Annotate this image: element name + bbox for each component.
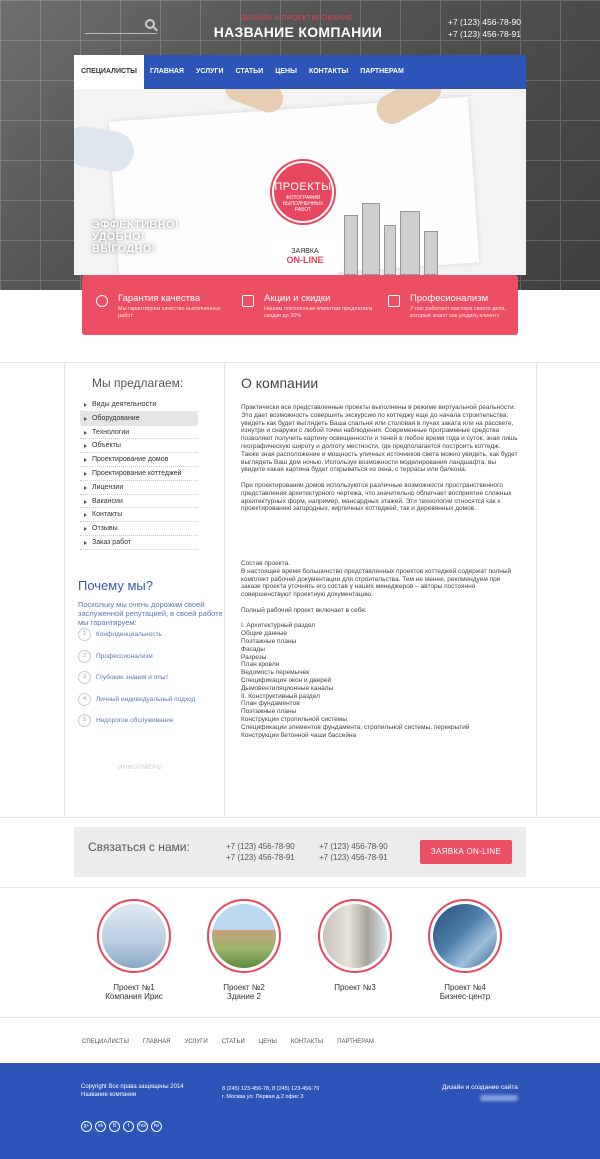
footer-nav-services[interactable]: УСЛУГИ bbox=[184, 1039, 208, 1045]
company-name: Название компании bbox=[81, 1092, 137, 1098]
why-title: Почему мы? bbox=[78, 578, 153, 593]
divider bbox=[0, 1017, 600, 1018]
project-thumbnail[interactable] bbox=[428, 899, 502, 973]
footer-nav-prices[interactable]: ЦЕНЫ bbox=[258, 1039, 277, 1045]
project-image bbox=[102, 904, 166, 968]
why-item bbox=[78, 693, 195, 715]
nav-item-articles[interactable]: СТАТЬИ bbox=[235, 68, 264, 75]
contact-title: Связаться с нами: bbox=[88, 840, 190, 854]
composition-line: Дымовентиляционные каналы bbox=[241, 684, 334, 692]
composition-line: Спецификация окон и дверей bbox=[241, 676, 332, 684]
footer-phones: 8 (245) 123-456-78, 8 (245) 123-456-79 bbox=[222, 1086, 320, 1092]
feature-desc: Мы гарантируем качество выполненных работ bbox=[118, 306, 221, 319]
project-thumbnail[interactable] bbox=[318, 899, 392, 973]
feature-title: Професионализм bbox=[410, 293, 489, 304]
main-nav bbox=[74, 55, 526, 89]
sidebar-item-activities[interactable]: Виды деятельности bbox=[80, 398, 198, 412]
nav-item-home[interactable]: ГЛАВНАЯ bbox=[150, 68, 184, 75]
project-card[interactable] bbox=[97, 899, 171, 1001]
composition-line: Общие данные bbox=[241, 630, 288, 638]
online-request-tab-label: ON-LINE bbox=[286, 255, 324, 265]
why-item bbox=[78, 650, 195, 672]
project-card[interactable] bbox=[318, 899, 392, 992]
search-icon[interactable] bbox=[145, 19, 155, 29]
project-card[interactable] bbox=[428, 899, 502, 1001]
sidebar-item-vacancies[interactable]: Вакансии bbox=[80, 495, 198, 509]
sidebar-item-equipment[interactable]: Оборудование bbox=[80, 412, 198, 426]
project-subtitle: Здание 2 bbox=[227, 992, 261, 1001]
divider bbox=[0, 362, 600, 363]
project-card[interactable] bbox=[207, 899, 281, 1001]
footer-nav-home[interactable]: ГЛАВНАЯ bbox=[142, 1039, 171, 1045]
developer-logo[interactable] bbox=[480, 1095, 518, 1101]
project-thumbnail[interactable] bbox=[207, 899, 281, 973]
header-phones bbox=[448, 16, 521, 40]
google-plus-icon[interactable]: g+ bbox=[81, 1121, 92, 1132]
contact-phone: +7 (123) 456-78-91 bbox=[226, 853, 295, 862]
footer-nav-partners[interactable]: ПАРТНЕРАМ bbox=[337, 1039, 374, 1045]
composition-line: Поэтажные планы bbox=[241, 637, 297, 645]
slogan-line: ВЫГОДНО! bbox=[92, 243, 156, 255]
why-number: 1 bbox=[78, 628, 91, 641]
project-image bbox=[212, 904, 276, 968]
feature-title: Гарантия качества bbox=[118, 293, 201, 304]
projects-badge-subtitle: ФОТОГРАФИИ ВЫПОЛНЕННЫХ РАБОТ bbox=[282, 195, 324, 213]
copyright-text: Copyright Все права защищены 2014 bbox=[81, 1084, 184, 1090]
why-item-label: Недорогое обслуживание bbox=[96, 717, 174, 724]
why-item bbox=[78, 714, 195, 736]
online-request-button[interactable]: ЗАЯВКА ON-LINE bbox=[420, 840, 512, 864]
why-item-label: Личный индивидуальный подход bbox=[96, 695, 196, 703]
online-request-tab-label: ЗАЯВКА bbox=[291, 248, 319, 255]
footer-contacts bbox=[222, 1085, 319, 1101]
composition-line: План кровли bbox=[241, 661, 280, 669]
project-thumbnail[interactable] bbox=[97, 899, 171, 973]
sidebar-item-contacts[interactable]: Контакты bbox=[80, 508, 198, 522]
brand-subtitle: ДИЗАЙН И ПРОЕКТИРОВАНИЕ bbox=[241, 15, 353, 22]
why-number: 3 bbox=[78, 671, 91, 684]
footer-nav bbox=[82, 1039, 388, 1045]
composition-line: Состав проекта. bbox=[241, 560, 290, 567]
twitter-icon[interactable]: tw bbox=[151, 1121, 162, 1132]
header-phone: +7 (123) 456-78-90 bbox=[448, 17, 522, 27]
divider bbox=[224, 362, 225, 817]
composition-line: Полный рабочий проект включает в себя: bbox=[241, 606, 367, 614]
nav-item-prices[interactable]: ЦЕНЫ bbox=[275, 68, 297, 75]
contact-band bbox=[74, 827, 526, 877]
composition-line: Разрезы bbox=[241, 653, 267, 661]
slogan-line: ЭФФЕКТИВНО! bbox=[92, 219, 179, 231]
why-list bbox=[78, 628, 195, 736]
facebook-icon[interactable]: f bbox=[123, 1121, 134, 1132]
search-input[interactable] bbox=[85, 20, 157, 34]
contact-phone: +7 (123) 456-78-90 bbox=[319, 842, 388, 851]
gift-icon bbox=[242, 295, 254, 307]
project-subtitle: Компания Ирис bbox=[105, 992, 163, 1001]
nav-item-partners[interactable]: ПАРТНЕРАМ bbox=[360, 68, 404, 75]
composition-line: Ведомость перемычек bbox=[241, 669, 310, 677]
why-item bbox=[78, 628, 195, 650]
footer-copyright bbox=[81, 1083, 184, 1099]
why-number: 4 bbox=[78, 693, 91, 706]
thumbs-up-icon bbox=[388, 295, 400, 307]
social-links bbox=[81, 1121, 165, 1132]
composition-line: Спецификации элементов фундамента, стропильной системы, перекрытий bbox=[241, 723, 470, 731]
footer-nav-specialists[interactable]: СПЕЦИАЛИСТЫ bbox=[82, 1039, 129, 1045]
about-paragraph: Практически все представленные проекты выполнены в режиме виртуальной реальности. Это дает возможность совершить экскурсию по коттеджу еще до начала строительства; увидеть как будет выглядеть Ваша спальня или столовая в лучах заката или на рассвете, изнутри и снаружи с любой точки наблюдения. Современные программные средства позволяют получить картину освещенности и теней в любое время года и суток, зная лишь географическую широту и долготу местности, где предполагается построить коттедж. Также зная расположение и мощность уличных источников света можно увидеть, как будет выглядеть Ваш дом ночью. Используя возможности моделирования ландшафта, вы увидите какая картина будет открываться из окна, с террасы или балкона. bbox=[241, 404, 518, 474]
footer-address: г. Москва ул. Первая д.2 офис 3 bbox=[222, 1094, 304, 1100]
feature-sales bbox=[228, 275, 374, 335]
slogan-line: УДОБНО! bbox=[92, 231, 145, 243]
projects-badge[interactable] bbox=[272, 161, 334, 223]
composition-line: В настоящее время большинство представленных проектов коттеджей содержат полный комплект рабочей документации для строительства. Тем не менее, рекомендуем при заказе проекта уточнять его состав у наших менеджеров – авторы постоянно совершенствуют проектную документацию. bbox=[241, 567, 512, 599]
blogger-icon[interactable]: B bbox=[109, 1121, 120, 1132]
sidebar-item-technologies[interactable]: Технологии bbox=[80, 426, 198, 440]
footer-nav-articles[interactable]: СТАТЬИ bbox=[221, 1039, 245, 1045]
rss-icon[interactable]: rss bbox=[137, 1121, 148, 1132]
sidebar-item-licenses[interactable]: Лицензии bbox=[80, 481, 198, 495]
footer bbox=[0, 1063, 600, 1159]
composition-line bbox=[241, 599, 520, 607]
why-item-label: Глубокие знания и опыт bbox=[96, 674, 169, 681]
sidebar-title: Мы предлагаем: bbox=[92, 376, 184, 390]
feature-quality bbox=[82, 275, 228, 335]
award-icon bbox=[96, 295, 108, 307]
why-item-label: Профессионализм bbox=[96, 652, 153, 660]
composition-line: II. Конструктивный раздел bbox=[241, 692, 320, 700]
contact-phone: +7 (123) 456-78-91 bbox=[319, 853, 388, 862]
about-title: О компании bbox=[241, 375, 319, 391]
brand-title[interactable]: НАЗВАНИЕ КОМПАНИИ bbox=[213, 24, 383, 40]
nav-item-contacts[interactable]: КОНТАКТЫ bbox=[308, 68, 349, 75]
hero-slogan bbox=[92, 219, 179, 255]
composition-line: Поэтажные планы bbox=[241, 708, 297, 716]
sidebar-menu bbox=[80, 398, 198, 550]
why-desc: Поскольку мы очень дорожим своей заслуженной репутацией, в своей работе мы гарантируем: bbox=[78, 600, 223, 627]
header-phone: +7 (123) 456-78-91 bbox=[448, 29, 522, 39]
project-title: Проект №1 bbox=[113, 983, 155, 992]
why-number: 5 bbox=[78, 714, 91, 727]
sidebar-item-order[interactable]: Заказ работ bbox=[80, 536, 198, 550]
about-paragraph: При проектировании домов используются различные возможности пространственного представления архитектурного чертежа, что значительно облегчает восприятие сложных архитектурных форм, например, мансардных этажей. Эти технологии относятся как к проектированию загородных, кирпичных коттеджей, так и деревянных домов. bbox=[241, 481, 512, 513]
why-number: 2 bbox=[78, 650, 91, 663]
sidebar-item-cottage-design[interactable]: Проектирование коттеджей bbox=[80, 467, 198, 481]
nav-item-specialists[interactable]: СПЕЦИАЛИСТЫ bbox=[74, 55, 144, 89]
sidebar-item-reviews[interactable]: Отзывы bbox=[80, 522, 198, 536]
footer-nav-contacts[interactable]: КОНТАКТЫ bbox=[290, 1039, 324, 1045]
project-image bbox=[323, 904, 387, 968]
divider bbox=[0, 887, 600, 888]
contact-phone: +7 (123) 456-78-90 bbox=[226, 842, 295, 851]
divider bbox=[536, 362, 537, 817]
feature-title: Акции и скидки bbox=[264, 293, 331, 304]
project-composition bbox=[241, 560, 520, 739]
hero-banner bbox=[74, 89, 526, 275]
project-title: Проект №4 bbox=[444, 983, 486, 992]
why-item-label: Конфиденциальность bbox=[96, 631, 162, 638]
projects-badge-title: ПРОЕКТЫ bbox=[274, 181, 332, 193]
project-title: Проект №3 bbox=[334, 983, 376, 992]
footer-design-credit[interactable]: Дизайн и создание сайта bbox=[442, 1084, 518, 1091]
vk-icon[interactable]: vk bbox=[95, 1121, 106, 1132]
nav-item-services[interactable]: УСЛУГИ bbox=[195, 68, 224, 75]
contact-phones bbox=[226, 841, 295, 863]
why-item bbox=[78, 671, 195, 693]
composition-line: Конструкции стропильной системы bbox=[241, 715, 347, 723]
composition-line: План фундаментов bbox=[241, 700, 300, 708]
feature-pro bbox=[374, 275, 520, 335]
sidebar-item-objects[interactable]: Объекты bbox=[80, 439, 198, 453]
about-text bbox=[241, 404, 520, 521]
composition-line: Конструкции бетонной чаши бассейна bbox=[241, 731, 357, 739]
project-image bbox=[433, 904, 497, 968]
contact-phones bbox=[319, 841, 388, 863]
features-bar bbox=[82, 275, 518, 335]
online-request-tab[interactable] bbox=[272, 239, 338, 275]
composition-line: I. Архитектурный раздел bbox=[241, 622, 316, 630]
project-subtitle: Бизнес-центр bbox=[439, 992, 491, 1001]
divider bbox=[0, 817, 600, 818]
feature-desc: У нас работают мастера своего дела, которые знают как угодить клиенту bbox=[410, 306, 507, 319]
project-title: Проект №2 bbox=[223, 983, 265, 992]
composition-line: Фасады bbox=[241, 645, 265, 653]
sidebar-item-house-design[interactable]: Проектирование домов bbox=[80, 453, 198, 467]
informers-label: ИНФОРМЕРЫ bbox=[118, 765, 163, 771]
divider bbox=[64, 362, 65, 817]
feature-desc: Нашим постоянным клиентам предлагаем скидки до 30% bbox=[264, 306, 373, 319]
